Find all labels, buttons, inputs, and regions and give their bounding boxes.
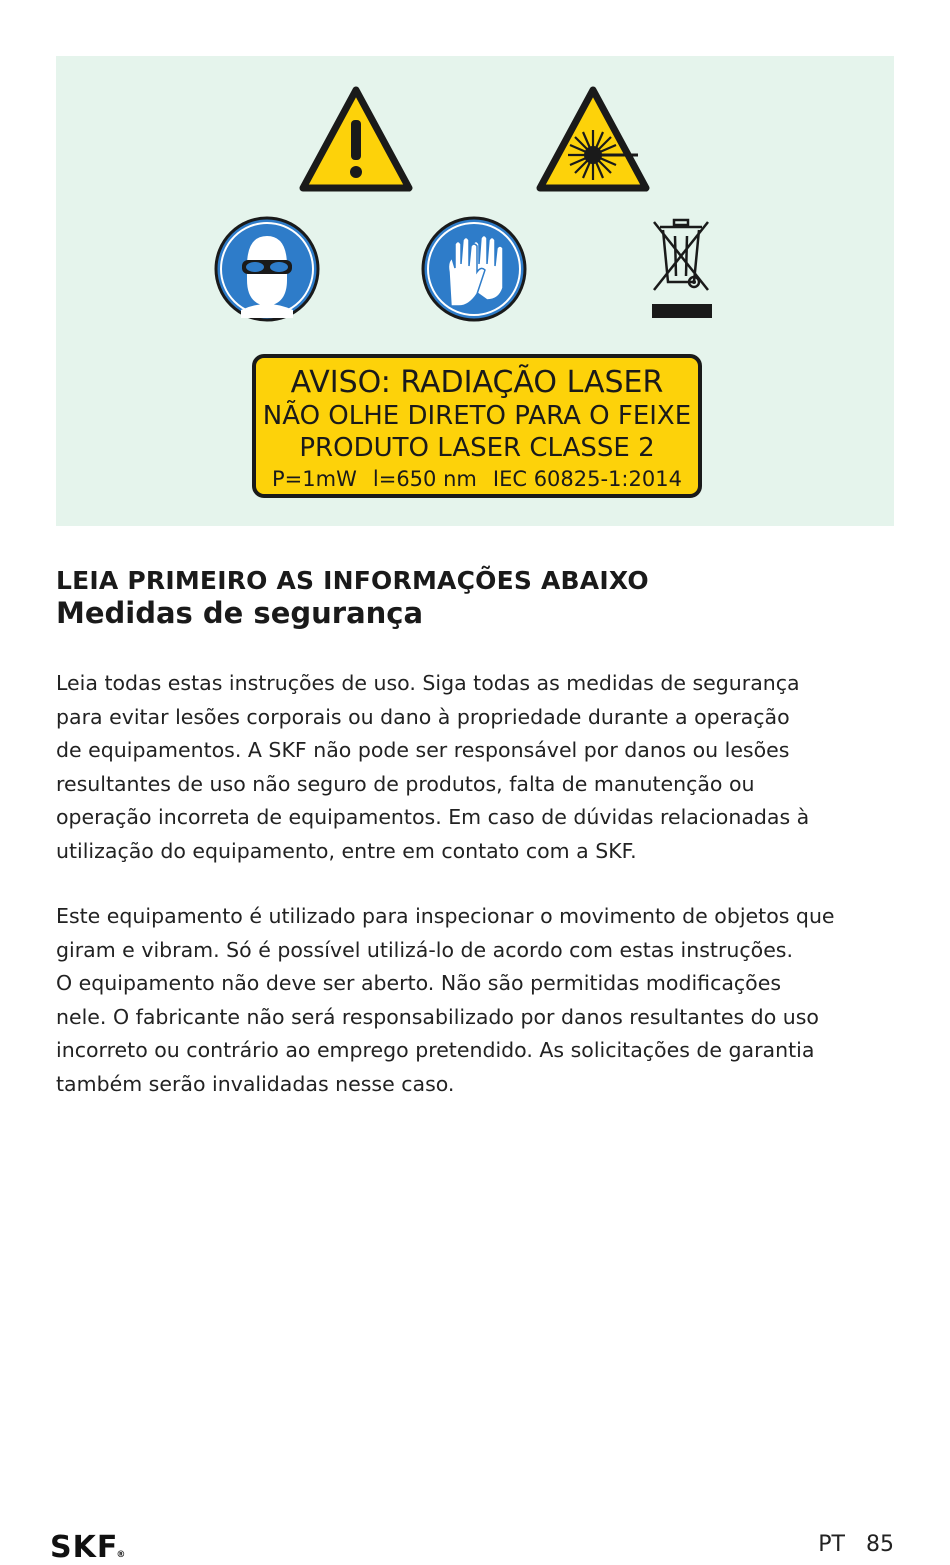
paragraph-safety-instructions: Leia todas estas instruções de uso. Siga todas as medidas de segurança para evitar lesões corporais ou dano à propriedade durante a operação de equipamentos. A SKF não pode ser responsável por danos ou lesões resultantes de uso não seguro de produtos, falta de manutenção ou operação incorreta de equipamentos. Em caso de dúvidas relacionadas à utilização do equipamento, entre em contato com a SKF. [56,671,810,863]
laser-label-specs [256,464,698,494]
laser-label-line2: PRODUTO LASER CLASSE 2 [299,433,655,463]
registered-mark: ® [116,1550,127,1560]
paragraph-equipment-usage: Este equipamento é utilizado para inspecionar o movimento de objetos que giram e vibram. Só é possível utilizá-lo de acordo com estas instruções. O equipamento não deve ser aberto. Não são permitidas modificações nele. O fabricante não será responsabilizado por danos resultantes do uso incorreto ou contrário ao emprego pretendido. As solicitações de garantia também serão invalidadas nesse caso. [56,904,835,1096]
laser-label-title: AVISO: RADIAÇÃO LASER [290,365,664,400]
safety-symbols-panel [56,56,894,526]
laser-label-line1: NÃO OLHE DIRETO PARA O FEIXE [262,401,692,431]
skf-logo-text: SKF [50,1530,119,1565]
laser-power: P=1mW [272,467,357,491]
warning-triangle-icon [297,84,415,196]
wear-gloves-icon [419,214,529,324]
language-code: PT [818,1532,845,1557]
section-subheading: LEIA PRIMEIRO AS INFORMAÇÕES ABAIXO [56,566,649,595]
laser-radiation-icon [534,84,652,196]
wear-goggles-icon [212,214,322,324]
page-title: Medidas de segurança [56,596,424,630]
laser-warning-label [252,354,702,498]
laser-wavelength: l=650 nm [372,467,477,491]
skf-logo [50,1530,126,1565]
laser-standard: IEC 60825-1:2014 [492,467,682,491]
page-number: 85 [866,1532,894,1557]
page-footer [818,1532,894,1557]
crossed-bin-icon [650,218,712,322]
